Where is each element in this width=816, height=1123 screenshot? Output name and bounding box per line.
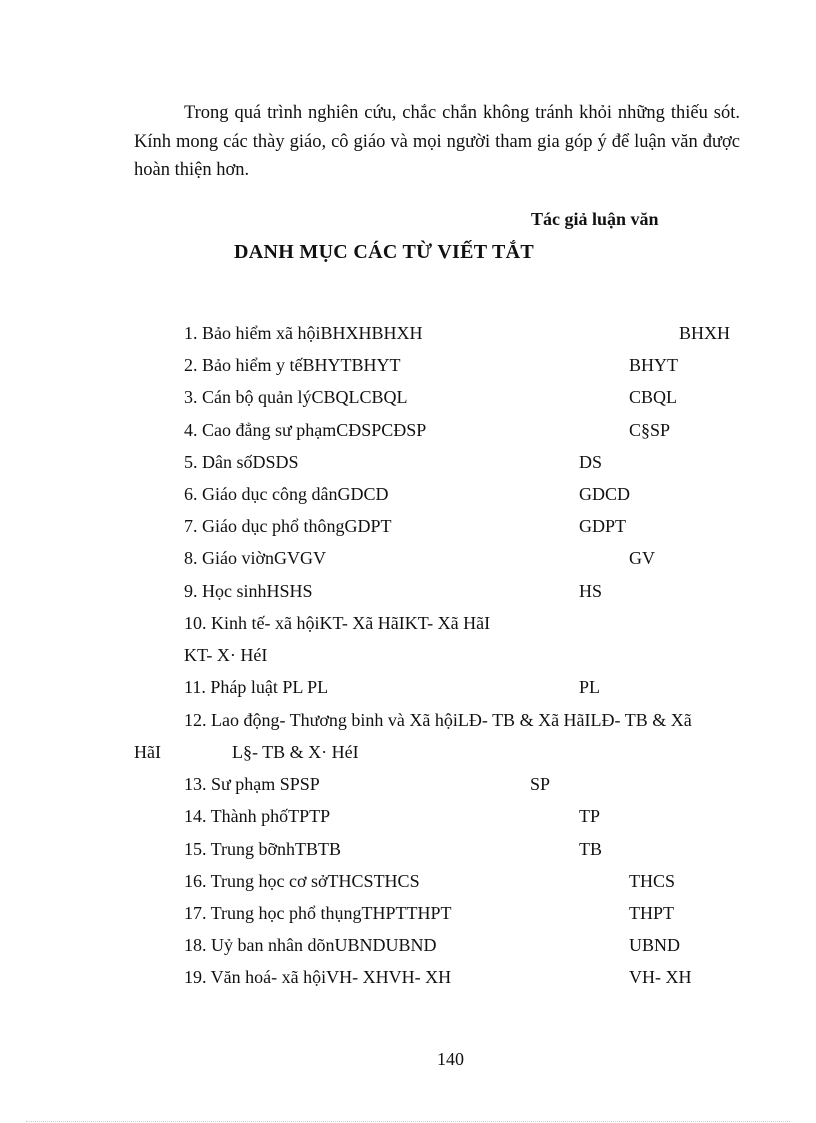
abbreviation-code: GDPT	[579, 516, 627, 536]
list-item: 4. Cao đẳng sư phạmCĐSPCĐSP	[184, 420, 427, 440]
list-item: 18. Uỷ ban nhân dõnUBNDUBND	[184, 935, 437, 955]
list-item-continuation: L§- TB & X· HéI	[232, 742, 359, 762]
abbreviation-code: BHYT	[629, 355, 678, 375]
list-item: 17. Trung học phổ thụngTHPTTHPT	[184, 903, 452, 923]
abbreviation-code: UBND	[629, 935, 681, 955]
list-item: 13. Sư phạm SPSP	[184, 774, 320, 794]
list-item: 11. Pháp luật PL PL	[184, 677, 329, 697]
list-item: 3. Cán bộ quản lýCBQLCBQL	[184, 387, 408, 407]
abbreviation-code: GDCD	[579, 484, 631, 504]
list-item: 1. Bảo hiểm xã hộiBHXHBHXH	[184, 323, 423, 343]
abbreviation-code: PL	[579, 677, 601, 697]
page-title: DANH MỤC CÁC TỪ VIẾT TẮT	[234, 241, 535, 263]
list-item: 10. Kinh tế- xã hộiKT- Xã HãIKT- Xã HãI	[184, 613, 491, 633]
abbreviation-code: DS	[579, 452, 603, 472]
abbreviation-code: GV	[629, 548, 655, 568]
list-item: 6. Giáo dục công dânGDCD	[184, 484, 389, 504]
abbreviation-code: BHXH	[679, 323, 731, 343]
list-item: 9. Học sinhHSHS	[184, 581, 313, 601]
list-item: 5. Dân sốDSDS	[184, 452, 299, 472]
list-item: 2. Bảo hiểm y tếBHYTBHYT	[184, 355, 401, 375]
list-item: 8. Giáo viờnGVGV	[184, 548, 327, 568]
list-item: 12. Lao động- Thương binh và Xã hộiLĐ- TB & Xã HãILĐ- TB & Xã	[184, 710, 692, 730]
author-signature: Tác giả luận văn	[531, 209, 659, 229]
list-item-continuation: KT- X· HéI	[184, 645, 268, 665]
list-item-continuation-left: HãI	[134, 742, 161, 762]
abbreviation-code: VH- XH	[629, 967, 692, 987]
abbreviation-code: C§SP	[629, 420, 671, 440]
abbreviation-code: HS	[579, 581, 603, 601]
list-item: 15. Trung bỡnhTBTB	[184, 839, 342, 859]
abbreviation-code: TB	[579, 839, 603, 859]
intro-paragraph	[134, 99, 740, 185]
list-item: 14. Thành phốTPTP	[184, 806, 331, 826]
abbreviation-code: SP	[530, 774, 551, 794]
abbreviation-code: THCS	[629, 871, 676, 891]
abbreviation-code: CBQL	[629, 387, 678, 407]
abbreviation-code: TP	[579, 806, 601, 826]
list-item: 16. Trung học cơ sởTHCSTHCS	[184, 871, 420, 891]
abbreviation-code: THPT	[629, 903, 674, 923]
list-item: 19. Văn hoá- xã hộiVH- XHVH- XH	[184, 967, 452, 987]
list-item: 7. Giáo dục phổ thôngGDPT	[184, 516, 392, 536]
page-number: 140	[437, 1049, 464, 1069]
intro-paragraph-text: Trong quá trình nghiên cứu, chắc chắn không tránh khỏi những thiếu sót. Kính mong các thày giáo, cô giáo và mọi người tham gia góp ý để luận văn được hoàn thiện hơn.	[134, 103, 740, 180]
page-bottom-divider	[26, 1121, 790, 1122]
